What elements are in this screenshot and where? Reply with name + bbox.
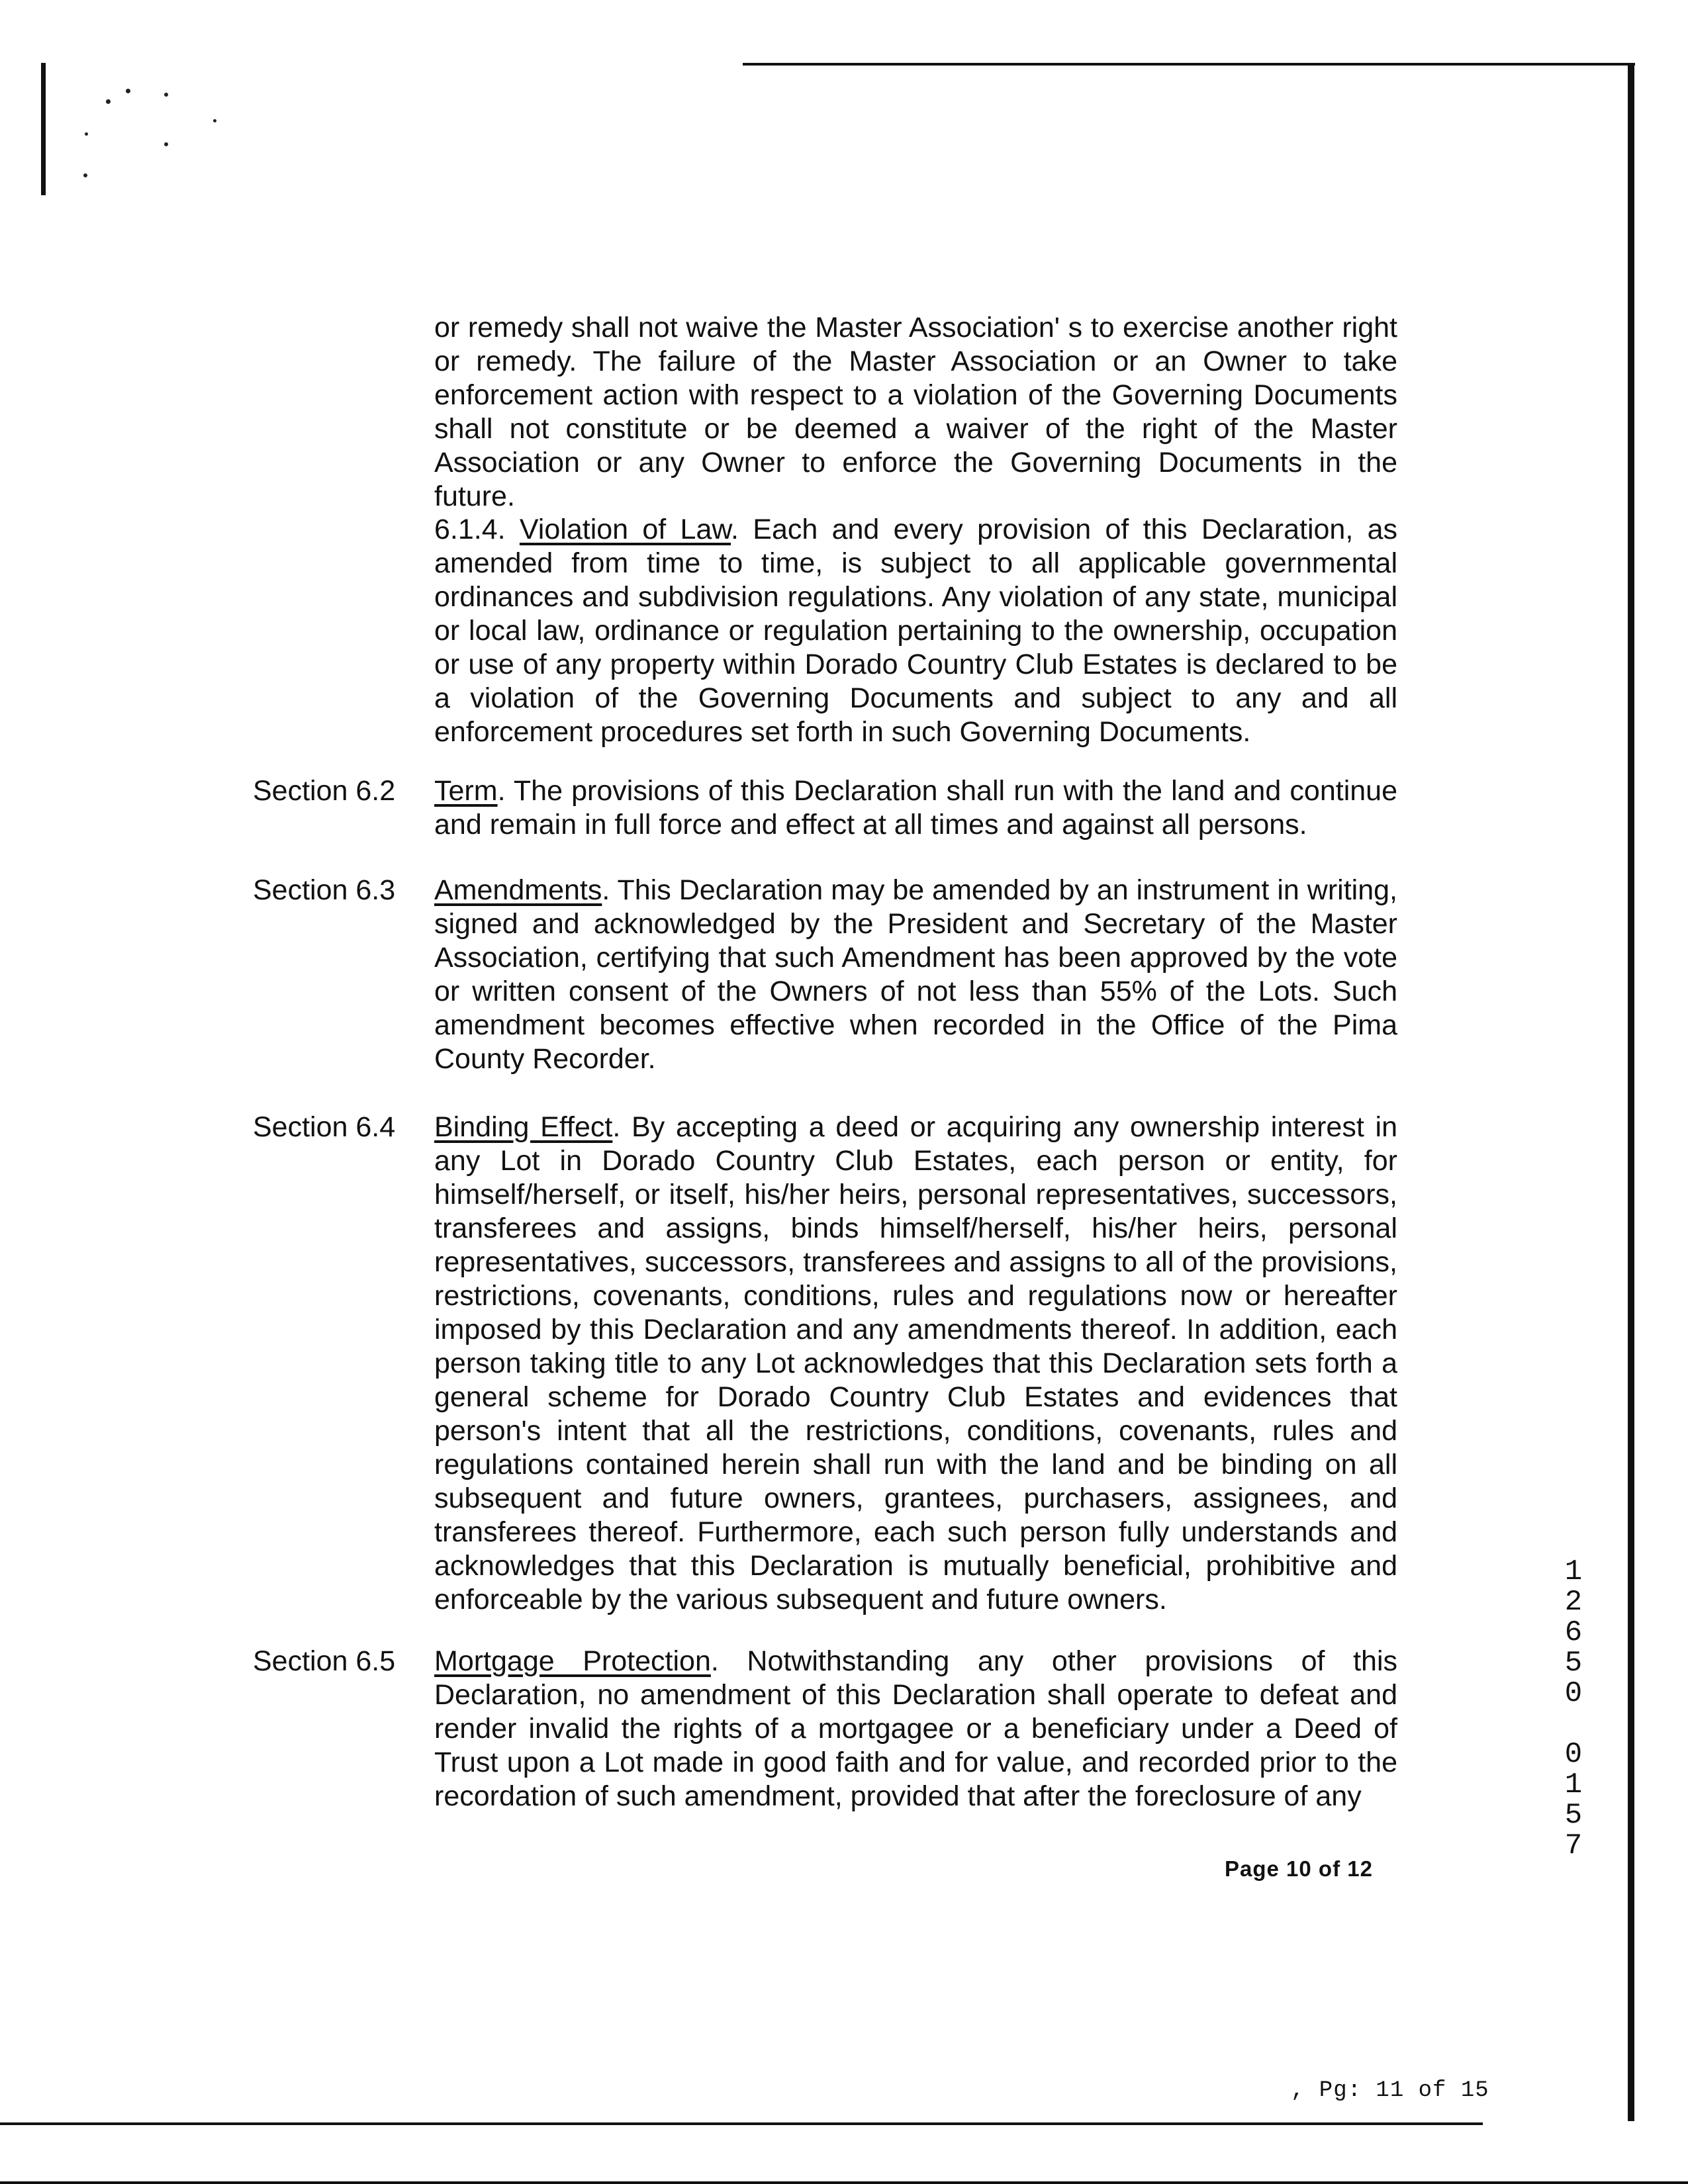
section-label: Section 6.2 (253, 775, 396, 807)
recorder-stamp: 12650 0157 (1557, 1555, 1590, 1860)
subsection-title: Violation of Law (519, 514, 731, 545)
section-6-5 (434, 1645, 1397, 1813)
section-title: Term (434, 775, 498, 807)
section-6-3 (434, 874, 1397, 1076)
section-label: Section 6.3 (253, 874, 396, 906)
scan-speck (85, 132, 88, 136)
section-label: Section 6.4 (253, 1111, 396, 1143)
section-text: . Notwithstanding any other provisions of this Declaration, no amendment of this Declaration shall operate to defeat and render invalid the rights of a mortgagee or a beneficiary under a Deed of Trust upon a Lot made in good faith and for value, and recorded prior to the recordation of such amendment, provided that after the foreclosure of any (434, 1645, 1397, 1812)
scan-speck (164, 142, 168, 146)
section-text: . This Declaration may be amended by an instrument in writing, signed and acknowledged by the President and Secretary of the Master Association, certifying that such Amendment has been approved by the vote or written consent of the Owners of not less than 55% of the Lots. Such amendment becomes effective when recorded in the Office of the Pima County Recorder. (434, 874, 1397, 1075)
frame-right-line (1628, 63, 1634, 2121)
continuation-paragraph (434, 311, 1397, 514)
subsection-number: 6.1.4. (434, 514, 506, 545)
section-label: Section 6.5 (253, 1645, 396, 1677)
scan-speck (213, 119, 216, 122)
section-title: Mortgage Protection (434, 1645, 711, 1677)
section-text: . By accepting a deed or acquiring any ownership interest in any Lot in Dorado Country Club Estates, each person or entity, for himself/herself, or itself, his/her heirs, personal representatives, successors, transferees and assigns, binds himself/herself, his/her heirs, personal representatives, successors, transferees and assigns to all of the provisions, restrictions, covenants, conditions, rules and regulations now or hereafter imposed by this Declaration and any amendments thereof. In addition, each person taking title to any Lot acknowledges that this Declaration sets forth a general scheme for Dorado Country Club Estates and evidences that person's intent that all the restrictions, conditions, covenants, rules and regulations contained herein shall run with the land and be binding on all subsequent and future owners, grantees, purchasers, assignees, and transferees thereof. Furthermore, each such person fully understands and acknowledges that this Declaration is mutually beneficial, prohibitive and enforceable by the various subsequent and future owners. (434, 1111, 1397, 1615)
section-title: Amendments (434, 874, 602, 906)
frame-bottom-line (0, 2122, 1483, 2125)
scan-speck (164, 93, 168, 97)
frame-left-edge (41, 63, 46, 195)
section-title: Binding Effect (434, 1111, 613, 1143)
recorder-page-footer: , Pg: 11 of 15 (1291, 2078, 1489, 2103)
frame-top-line (743, 63, 1635, 66)
scan-speck (106, 99, 111, 104)
scan-speck (83, 173, 87, 177)
subsection-text: . Each and every provision of this Declaration, as amended from time to time, is subject to all applicable governmental ordinances and subdivision regulations. Any violation of any state, municipal or local law, ordinance or regulation pertaining to the ownership, occupation or use of any property within Dorado Country Club Estates is declared to be a violation of the Governing Documents and subject to any and all enforcement procedures set forth in such Governing Documents. (434, 514, 1397, 748)
scan-speck (126, 89, 130, 93)
section-6-2 (434, 774, 1397, 842)
section-text: . The provisions of this Declaration shall run with the land and continue and remain in full force and effect at all times and against all persons. (434, 775, 1397, 841)
continuation-text: or remedy shall not waive the Master Association' s to exercise another right or remedy. The failure of the Master Association or an Owner to take enforcement action with respect to a violation of the Governing Documents shall not constitute or be deemed a waiver of the right of the Master Association or any Owner to enforce the Governing Documents in the future. (434, 312, 1397, 512)
subsection-6-1-4 (434, 513, 1397, 749)
frame-bottom-edge (0, 2181, 1688, 2184)
section-6-4 (434, 1111, 1397, 1617)
page-number: Page 10 of 12 (1225, 1856, 1373, 1881)
